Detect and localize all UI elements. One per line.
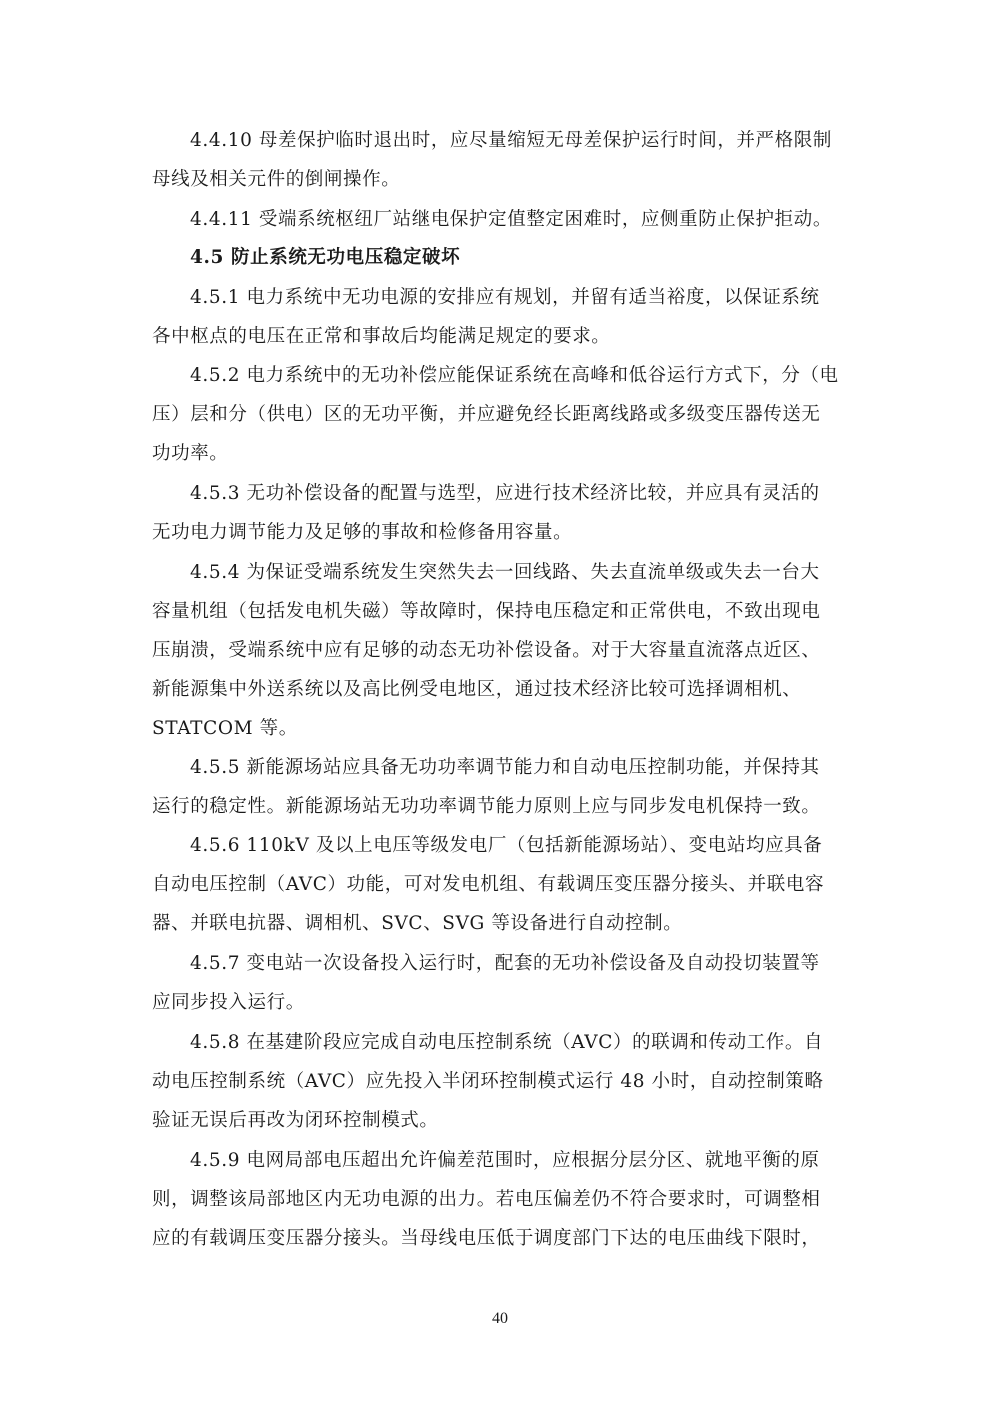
paragraph-4-5-3-line-1: 4.5.3 无功补偿设备的配置与选型，应进行技术经济比较，并应具有灵活的 (190, 483, 820, 504)
paragraph-4-5-4-line-5: STATCOM 等。 (152, 718, 298, 739)
paragraph-4-4-10-line-1: 4.4.10 母差保护临时退出时，应尽量缩短无母差保护运行时间，并严格限制 (190, 130, 832, 151)
paragraph-4-5-4-line-1: 4.5.4 为保证受端系统发生突然失去一回线路、失去直流单级或失去一台大 (190, 562, 820, 583)
paragraph-4-4-11-line-1: 4.4.11 受端系统枢纽厂站继电保护定值整定困难时，应侧重防止保护拒动。 (190, 209, 832, 230)
paragraph-4-5-4-line-2: 容量机组（包括发电机失磁）等故障时，保持电压稳定和正常供电，不致出现电 (152, 601, 821, 622)
paragraph-4-5-8-line-1: 4.5.8 在基建阶段应完成自动电压控制系统（AVC）的联调和传动工作。自 (190, 1032, 824, 1053)
paragraph-4-5-1-line-1: 4.5.1 电力系统中无功电源的安排应有规划，并留有适当裕度，以保证系统 (190, 287, 820, 308)
paragraph-4-5-6-line-1: 4.5.6 110kV 及以上电压等级发电厂（包括新能源场站）、变电站均应具备 (190, 835, 823, 856)
paragraph-4-5-8-line-3: 验证无误后再改为闭环控制模式。 (152, 1110, 439, 1131)
paragraph-4-5-9-line-3: 应的有载调压变压器分接头。当母线电压低于调度部门下达的电压曲线下限时， (152, 1228, 821, 1249)
paragraph-4-5-4-line-3: 压崩溃，受端系统中应有足够的动态无功补偿设备。对于大容量直流落点近区、 (152, 640, 821, 661)
paragraph-4-5-5-line-1: 4.5.5 新能源场站应具备无功功率调节能力和自动电压控制功能，并保持其 (190, 757, 820, 778)
paragraph-4-5-4-line-4: 新能源集中外送系统以及高比例受电地区，通过技术经济比较可选择调相机、 (152, 679, 802, 700)
section-heading-4-5: 4.5 防止系统无功电压稳定破坏 (190, 247, 461, 268)
paragraph-4-4-10-line-2: 母线及相关元件的倒闸操作。 (152, 169, 401, 190)
paragraph-4-5-2-line-1: 4.5.2 电力系统中的无功补偿应能保证系统在高峰和低谷运行方式下，分（电 (190, 365, 839, 386)
paragraph-4-5-3-line-2: 无功电力调节能力及足够的事故和检修备用容量。 (152, 522, 573, 543)
paragraph-4-5-9-line-1: 4.5.9 电网局部电压超出允许偏差范围时，应根据分层分区、就地平衡的原 (190, 1150, 820, 1171)
paragraph-4-5-9-line-2: 则，调整该局部地区内无功电源的出力。若电压偏差仍不符合要求时，可调整相 (152, 1189, 821, 1210)
paragraph-4-5-6-line-3: 器、并联电抗器、调相机、SVC、SVG 等设备进行自动控制。 (152, 913, 683, 934)
paragraph-4-5-5-line-2: 运行的稳定性。新能源场站无功功率调节能力原则上应与同步发电机保持一致。 (152, 796, 821, 817)
paragraph-4-5-7-line-2: 应同步投入运行。 (152, 992, 305, 1013)
paragraph-4-5-1-line-2: 各中枢点的电压在正常和事故后均能满足规定的要求。 (152, 326, 611, 347)
paragraph-4-5-8-line-2: 动电压控制系统（AVC）应先投入半闭环控制模式运行 48 小时，自动控制策略 (152, 1071, 824, 1092)
paragraph-4-5-6-line-2: 自动电压控制（AVC）功能，可对发电机组、有载调压变压器分接头、并联电容 (152, 874, 825, 895)
page-number: 40 (492, 1310, 508, 1327)
paragraph-4-5-2-line-3: 功功率。 (152, 443, 229, 464)
paragraph-4-5-2-line-2: 压）层和分（供电）区的无功平衡，并应避免经长距离线路或多级变压器传送无 (152, 404, 821, 425)
paragraph-4-5-7-line-1: 4.5.7 变电站一次设备投入运行时，配套的无功补偿设备及自动投切装置等 (190, 953, 820, 974)
